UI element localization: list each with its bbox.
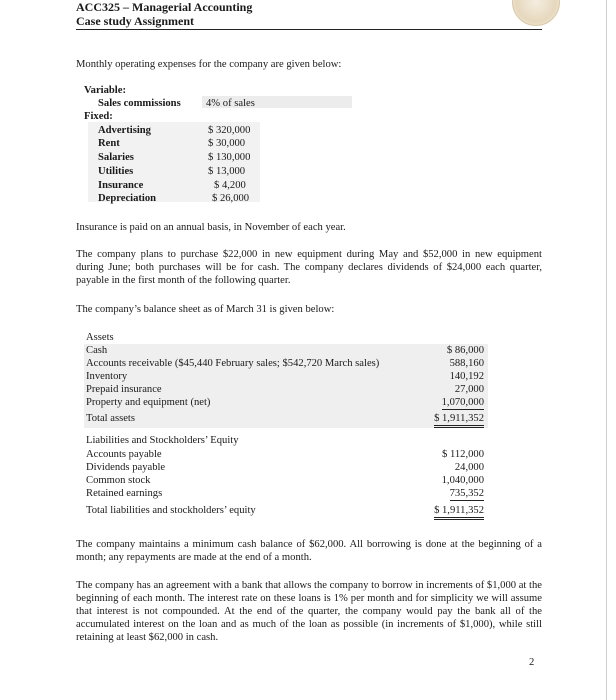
balance-row [86, 357, 484, 370]
balance-amount: 140,192 [449, 371, 484, 382]
expense-value: $ 130,000 [208, 152, 251, 163]
balance-amount: $ 86,000 [446, 345, 484, 356]
balance-label: Property and equipment (net) [86, 397, 211, 408]
balance-row [86, 396, 484, 409]
cash-balance-note: The company maintains a minimum cash balance of $62,000. All borrowing is done at the beginning of a month; any repayments are made at the end of a month. [76, 539, 542, 563]
balance-label: Dividends payable [86, 462, 166, 473]
expense-label: Utilities [98, 166, 134, 177]
balance-label: Common stock [86, 475, 151, 486]
balance-amount: 1,070,000 [441, 397, 484, 408]
total-liabilities-row [86, 504, 484, 517]
expense-label: Salaries [98, 152, 134, 163]
course-header [76, 0, 252, 28]
variable-heading: Variable: [84, 85, 126, 96]
header-divider [76, 29, 542, 30]
course-title: ACC325 – Managerial Accounting [76, 0, 253, 14]
balance-label: Total assets [86, 413, 135, 424]
balance-amount: 588,160 [449, 358, 484, 369]
expense-label: Rent [98, 138, 120, 149]
fixed-heading: Fixed: [84, 111, 113, 122]
insurance-note: Insurance is paid on an annual basis, in November of each year. [76, 222, 346, 233]
balance-amount: $ 112,000 [442, 449, 484, 460]
balance-sheet-intro: The company’s balance sheet as of March 31 is given below: [76, 304, 335, 315]
balance-row [86, 461, 484, 474]
bank-agreement-note: The company has an agreement with a bank that allows the company to borrow in increments of $1,000 at the beginning of each month. The interest rate on these loans is 1% per month and for simplicity we will assume that interest is not compounded. At the end of the quarter, the company would pay the bank all of the accumulated interest on the loan and as much of the loan as possible (in increments of $1,000), while still retaining at least $62,000 in cash. [76, 580, 542, 643]
balance-label: Retained earnings [86, 488, 163, 499]
balance-label: Inventory [86, 371, 128, 382]
expense-value: 4% of sales [206, 98, 255, 109]
balance-row [86, 370, 484, 383]
expense-label: Insurance [98, 180, 144, 191]
purchase-note: The company plans to purchase $22,000 in new equipment during May and $52,000 in new equipment during June; both purchases will be for cash. The company declares dividends of $24,000 each quarter, payable in the first month of the following quarter. [76, 249, 542, 286]
balance-row [86, 383, 484, 396]
balance-label: Accounts receivable ($45,440 February sales; $542,720 March sales) [86, 358, 380, 369]
balance-label: Prepaid insurance [86, 384, 162, 395]
balance-label: Cash [86, 345, 108, 356]
assignment-subtitle: Case study Assignment [76, 14, 195, 28]
intro-text: Monthly operating expenses for the company are given below: [76, 59, 342, 70]
balance-row [86, 344, 484, 357]
balance-label: Accounts payable [86, 449, 162, 460]
total-assets-row [86, 412, 484, 425]
balance-row [86, 448, 484, 461]
balance-amount: 24,000 [454, 462, 484, 473]
expense-value: $ 320,000 [208, 125, 251, 136]
balance-label: Total liabilities and stockholders’ equity [86, 505, 256, 516]
expense-value: $ 26,000 [212, 193, 250, 204]
liabilities-heading: Liabilities and Stockholders’ Equity [86, 435, 239, 446]
expense-label: Depreciation [98, 193, 157, 204]
expense-value: $ 4,200 [214, 180, 246, 191]
expense-label: Sales commissions [98, 98, 181, 109]
assets-heading: Assets [86, 332, 114, 343]
page-number: 2 [529, 657, 535, 668]
balance-amount: 27,000 [454, 384, 484, 395]
page-edge [606, 0, 607, 700]
balance-amount: $ 1,911,352 [434, 504, 484, 520]
balance-amount: 1,040,000 [441, 475, 484, 486]
balance-row [86, 487, 484, 500]
balance-amount: $ 1,911,352 [434, 412, 484, 428]
expense-value: $ 30,000 [208, 138, 246, 149]
expense-value: $ 13,000 [208, 166, 246, 177]
balance-amount: 735,352 [449, 488, 484, 499]
university-seal-icon [512, 0, 560, 26]
balance-row [86, 474, 484, 487]
expense-label: Advertising [98, 125, 151, 136]
